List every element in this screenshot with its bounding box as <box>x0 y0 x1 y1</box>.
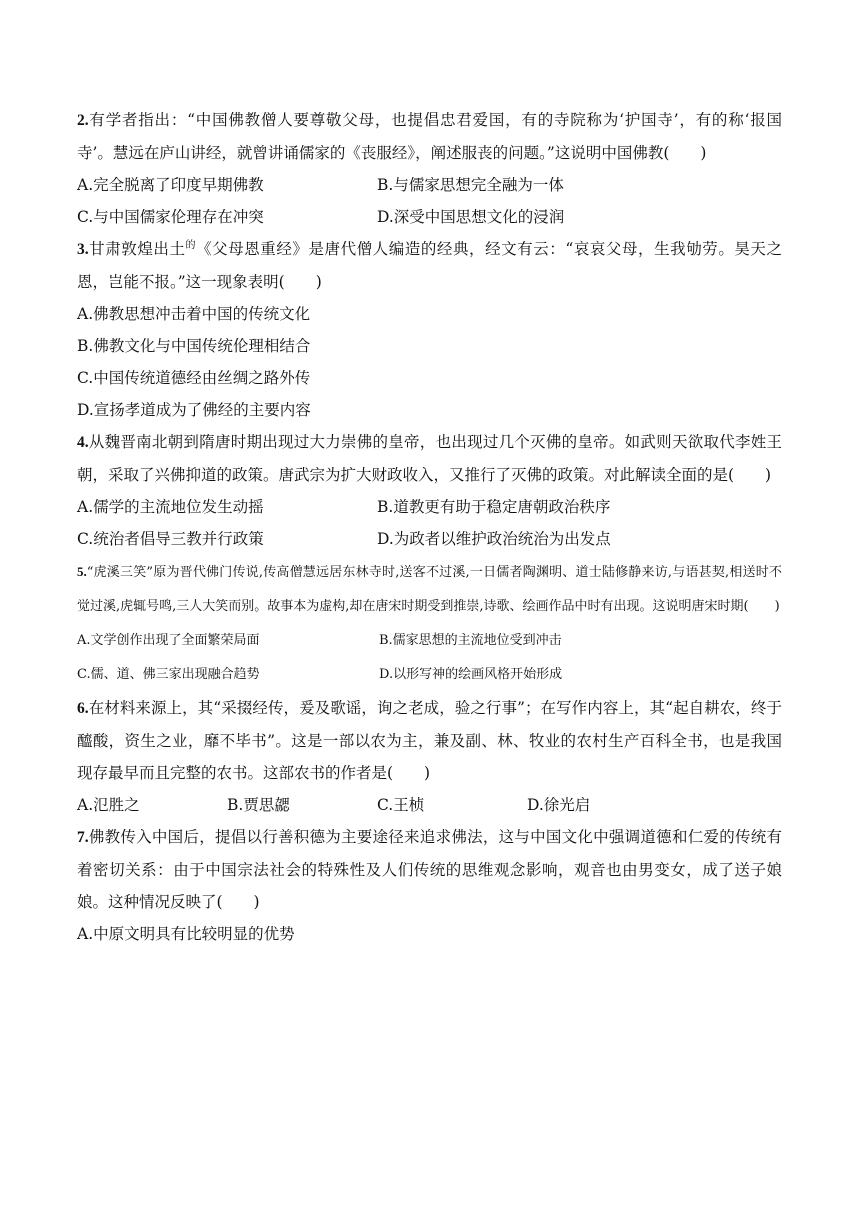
question-number: 3. <box>77 241 89 258</box>
options <box>77 918 782 950</box>
question-text: “虎溪三笑”原为晋代佛门传说,传高僧慧远居东林寺时,送客不过溪,一日儒者陶渊明、道士陆修静来访,与语甚契,相送时不觉过溪,虎辄号鸣,三人大笑而别。故事本为虚构,却在唐宋时期受到推崇,诗歌、绘画作品中时有出现。这说明唐宋时期( ) <box>77 565 782 614</box>
question-stem <box>77 426 782 491</box>
option-d: D.为政者以维护政治统治为出发点 <box>377 530 611 548</box>
option-d: D.以形写神的绘画风格开始形成 <box>379 667 563 682</box>
option-c: C.与中国儒家伦理存在冲突 <box>77 208 264 226</box>
question-number: 5. <box>77 564 87 579</box>
option-a: A.佛教思想冲击着中国的传统文化 <box>77 305 311 323</box>
option-d: D.徐光启 <box>527 796 591 814</box>
question-text: 佛教传入中国后，提倡以行善积德为主要途径来追求佛法，这与中国文化中强调道德和仁爱的传统有着密切关系：由于中国宗法社会的特殊性及人们传统的思维观念影响，观音也由男变女，成了送子娘娘。这种情况反映了( ) <box>77 828 782 911</box>
option-b: B.佛教文化与中国传统伦理相结合 <box>77 337 311 355</box>
question-text: 在材料来源上，其“采掇经传，爰及歌谣，询之老成，验之行事”；在写作内容上，其“起自耕农，终于醯酸，资生之业，靡不毕书”。这是一部以农为主，兼及副、林、牧业的农村生产百科全书，也是我国现存最早而且完整的农书。这部农书的作者是( ) <box>77 699 782 782</box>
question-number: 7. <box>77 829 89 846</box>
options <box>77 624 782 692</box>
question-4 <box>77 426 782 555</box>
options <box>77 298 782 426</box>
options <box>77 491 782 555</box>
option-d: D.深受中国思想文化的浸润 <box>377 208 565 226</box>
question-text-pre: 甘肃敦煌出土 <box>88 240 186 258</box>
option-c: C.中国传统道德经由丝绸之路外传 <box>77 369 311 387</box>
question-number: 6. <box>77 700 89 717</box>
question-stem <box>77 104 782 169</box>
option-b: B.与儒家思想完全融为一体 <box>377 176 564 194</box>
question-5 <box>77 555 782 692</box>
option-d: D.宣扬孝道成为了佛经的主要内容 <box>77 401 311 419</box>
option-c: C.统治者倡导三教并行政策 <box>77 530 264 548</box>
option-a: A.儒学的主流地位发生动摇 <box>77 498 264 516</box>
option-a: A.中原文明具有比较明显的优势 <box>77 925 295 943</box>
option-a: A.文学创作出现了全面繁荣局面 <box>77 633 260 648</box>
question-stem <box>77 692 782 789</box>
options <box>77 169 782 233</box>
question-stem <box>77 233 782 298</box>
exam-page <box>77 104 782 950</box>
option-a: A.完全脱离了印度早期佛教 <box>77 176 264 194</box>
question-6 <box>77 692 782 821</box>
question-2 <box>77 104 782 233</box>
options <box>77 789 782 821</box>
option-b: B.道教更有助于稳定唐朝政治秩序 <box>377 498 611 516</box>
option-c: C.王桢 <box>377 796 425 814</box>
question-text: 有学者指出：“中国佛教僧人要尊敬父母，也提倡忠君爱国，有的寺院称为‘护国寺’，有的称‘报国寺’。慧远在庐山讲经，就曾讲诵儒家的《丧服经》，阐述服丧的问题。”这说明中国佛教( ) <box>77 111 782 162</box>
option-c: C.儒、道、佛三家出现融合趋势 <box>77 667 260 682</box>
question-text: 从魏晋南北朝到隋唐时期出现过大力崇佛的皇帝，也出现过几个灭佛的皇帝。如武则天欲取代李姓王朝，采取了兴佛抑道的政策。唐武宗为扩大财政收入，又推行了灭佛的政策。对此解读全面的是( ) <box>77 433 782 484</box>
superscript-text: 的 <box>185 239 197 251</box>
option-a: A.氾胜之 <box>77 796 140 814</box>
question-stem <box>77 555 782 624</box>
question-number: 2. <box>77 112 89 129</box>
question-3 <box>77 233 782 426</box>
option-b: B.贾思勰 <box>227 796 290 814</box>
question-text-post: 《父母恩重经》是唐代僧人编造的经典，经文有云：“哀哀父母，生我劬劳。昊天之恩，岂能不报。”这一现象表明( ) <box>77 240 782 291</box>
question-7 <box>77 821 782 950</box>
option-b: B.儒家思想的主流地位受到冲击 <box>379 633 562 648</box>
question-stem <box>77 821 782 918</box>
question-number: 4. <box>77 434 89 451</box>
